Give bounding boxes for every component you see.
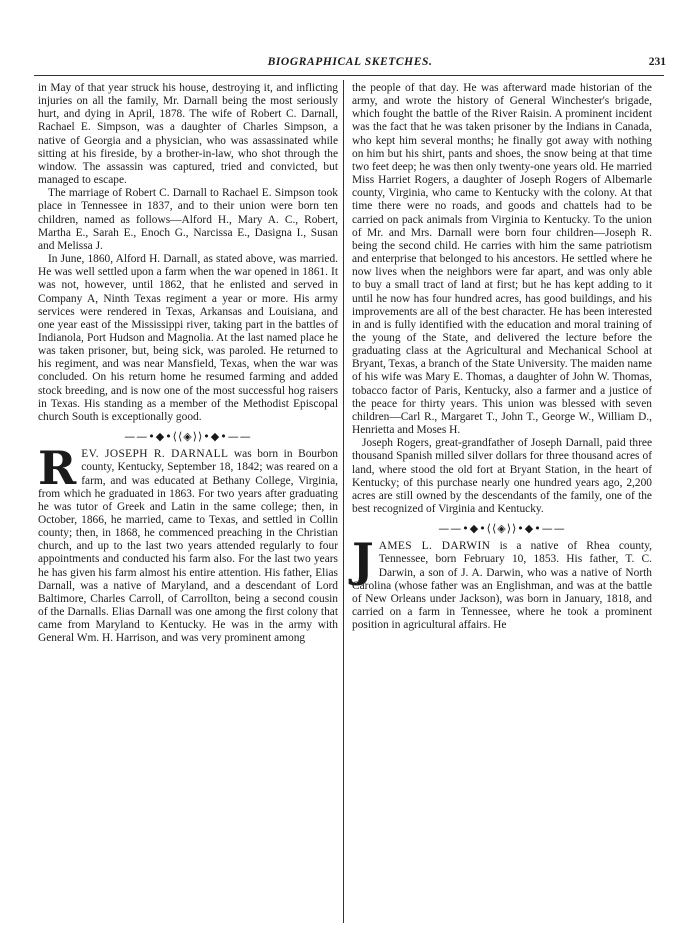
biography-text: is a native of Rhea county, Tennessee, born February 10, 1853. His father, T. C. Darwin, a son of J. A. Darwin, who was a native of North Carolina (whose father was an Englishman, and was at the battle of New Orleans under Jackson), was born in January, 1818, and carried on a farm in Tennessee, where he took a prominent position in agricultural affairs. He [352, 540, 652, 632]
paragraph: the people of that day. He was afterward made historian of the army, and wrote the history of General Winchester's brigade, which fought the battle of the River Raisin. A prominent incident was the fact that he was taken prisoner by the Indians in Canada, who kept him several months; he finally got away with nothing on him but his shirt, pants and shoes, the snow being at that time two feet deep; he was then only twenty-one years old. He married Miss Harriet Rogers, a daughter of Joseph Rogers of Albemarle county, Virginia, who came to Kentucky with the colony. At that time there were no roads, and goods and chattels had to be carried on pack animals from Virginia to Kentucky. To the union of Mr. and Mrs. Darnall were born four children—Joseph R. being the second child. He carries with him the same patriotism and enterprise that belonged to his ancestors. He settled where he now lives when the neighbors were far apart, and was only able to buy a small tract of land at first; but he has kept adding to it until he now has four hundred acres, has good buildings, and his improvements are all of the best character. He has been interested in and is fully identified with the education and moral training of the young of the State, and delivered the lecture before the graduating class at the Agricultural and Mechanical School at Bryant, Texas, a branch of the State University. The maiden name of his wife was Mary E. Thomas, a daughter of John W. Thomas, tobacco factor of Paris, Kentucky, also a farmer and a justice of the peace for thirty years. This union was blessed with seven children—Carl R., Margaret T., John T., George W., William D., Henrietta and Moses H. [352, 82, 652, 437]
right-column [352, 82, 652, 632]
section-ornament: ——•◆•⟨⟨◈⟩⟩•◆•—— [438, 522, 566, 536]
drop-cap: R [38, 441, 77, 496]
subject-name: EV. JOSEPH R. DARNALL [81, 448, 229, 461]
drop-cap: J [352, 533, 374, 588]
left-column [38, 82, 338, 646]
biography-darnall [38, 441, 338, 645]
section-ornament: ——•◆•⟨⟨◈⟩⟩•◆•—— [124, 430, 252, 444]
paragraph: In June, 1860, Alford H. Darnall, as stated above, was married. He was well settled upon a farm when the war opened in 1861. It was not, however, until 1862, that he enlisted and served in Company A, Ninth Texas regiment a year or more. His army services were rendered in Texas, Arkansas and Louisiana, and one year east of the Mississippi river, taking part in the battles of Indianola, Port Hudson and Magnolia. At the last named place he was taken prisoner, but, being sick, was paroled. He returned to his regiment, and was near Mansfield, Texas, when the war was concluded. On his return home he resumed farming and added stock breeding, and is now one of the most successful hog raisers in Texas. His standing as a member of the Methodist Episcopal church South is exceptionally good. [38, 253, 338, 423]
running-title: BIOGRAPHICAL SKETCHES. [267, 56, 433, 68]
page-number: 231 [648, 56, 666, 68]
paragraph: in May of that year struck his house, destroying it, and inflicting injuries on all the family, Mr. Darnall being the most seriously hurt, and dying in April, 1878. The wife of Robert C. Darnall, Rachael E. Simpson, was a daughter of Charles Simpson, a native of Georgia and a physician, who was assassinated while sitting at his fireside, by a brother-in-law, who shot through the window. The assassin was captured, tried and convicted, but managed to escape. [38, 82, 338, 187]
subject-name: AMES L. DARWIN [378, 540, 491, 553]
paragraph: The marriage of Robert C. Darnall to Rachael E. Simpson took place in Tennessee in 1837, and to their union were born ten children, named as follows—Alford H., Mary A. C., Robert, Martha E., Sarah E., Enoch G., Narcissa E., Dasigna I., Susan and Melissa J. [38, 187, 338, 252]
header-rule [34, 75, 664, 76]
column-divider [343, 80, 344, 923]
paragraph: Joseph Rogers, great-grandfather of Joseph Darnall, paid three thousand Spanish milled silver dollars for three thousand acres of land, where stood the old fort at Bryant Station, in the heart of Kentucky; of this purchase nearly one hundred years ago, 2,200 acres are still owned by the descendants of the family, one of the best recognized of Virginia and Kentucky. [352, 437, 652, 515]
biography-text: was born in Bourbon county, Kentucky, September 18, 1842; was reared on a farm, and was educated at Bethany College, Virginia, from which he graduated in 1863. For two years after graduating he was tutor of Greek and Latin in the same college; then, in October, 1866, he married, came to Texas, and settled in Collin county; then, in 1868, he commenced preaching in the Christian church, and up to the last two years attended regularly to four appointments and conducted his farm also. For the last two years he has given his farm almost his entire attention. His father, Elias Darnall, was a native of Maryland, and a descendant of Lord Baltimore, Charles Carroll, of Carrollton, being a second cousin of the Darnalls. Elias Darnall was one among the first colony that came from Maryland to Kentucky. He was in the army with General Wm. H. Harrison, and was very prominent among [38, 448, 338, 645]
page-header [34, 56, 666, 74]
biography-darwin [352, 533, 652, 632]
